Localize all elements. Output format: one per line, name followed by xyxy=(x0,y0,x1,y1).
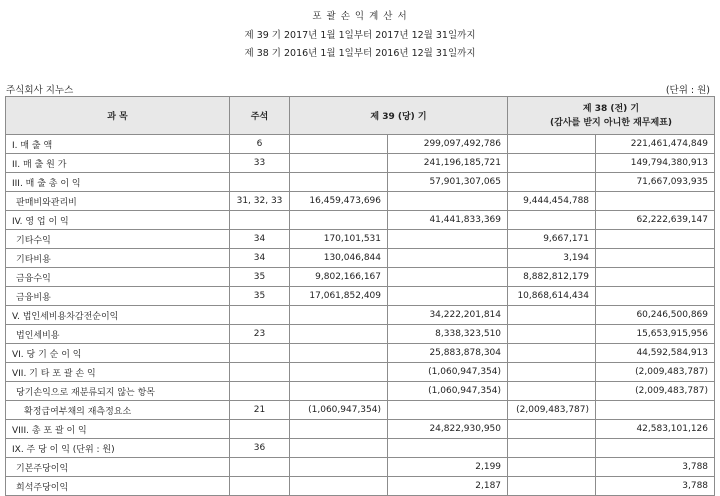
row-label: 기타수익 xyxy=(6,230,230,249)
prior-total-amount: (2,009,483,787) xyxy=(596,363,715,382)
row-note: 21 xyxy=(230,401,290,420)
row-label: IX. 주 당 이 익 (단위 : 원) xyxy=(6,439,230,458)
table-row xyxy=(6,344,715,363)
prior-inner-amount xyxy=(508,306,596,325)
current-inner-amount xyxy=(290,325,388,344)
row-note xyxy=(230,477,290,496)
row-note xyxy=(230,363,290,382)
prior-inner-amount xyxy=(508,458,596,477)
prior-inner-amount: 8,882,812,179 xyxy=(508,268,596,287)
current-inner-amount xyxy=(290,135,388,154)
current-total-amount: 241,196,185,721 xyxy=(388,154,508,173)
prior-inner-amount xyxy=(508,363,596,382)
prior-inner-amount xyxy=(508,420,596,439)
row-note xyxy=(230,211,290,230)
row-note xyxy=(230,173,290,192)
table-row xyxy=(6,135,715,154)
row-note: 6 xyxy=(230,135,290,154)
current-inner-amount xyxy=(290,477,388,496)
row-label: 판매비와관리비 xyxy=(6,192,230,211)
prior-inner-amount xyxy=(508,135,596,154)
row-label: VII. 기 타 포 괄 손 익 xyxy=(6,363,230,382)
prior-total-amount: 3,788 xyxy=(596,458,715,477)
row-note xyxy=(230,306,290,325)
row-label: VI. 당 기 순 이 익 xyxy=(6,344,230,363)
table-row xyxy=(6,306,715,325)
prior-inner-amount xyxy=(508,325,596,344)
current-total-amount: 24,822,930,950 xyxy=(388,420,508,439)
period-current: 제 39 기 2017년 1월 1일부터 2017년 12월 31일까지 xyxy=(244,30,476,41)
prior-total-amount xyxy=(596,401,715,420)
header-prior-line1: 제 38 (전) 기 xyxy=(582,103,640,114)
prior-total-amount: (2,009,483,787) xyxy=(596,382,715,401)
current-inner-amount xyxy=(290,344,388,363)
current-total-amount: (1,060,947,354) xyxy=(388,382,508,401)
current-total-amount xyxy=(388,268,508,287)
current-inner-amount xyxy=(290,363,388,382)
prior-total-amount: 71,667,093,935 xyxy=(596,173,715,192)
prior-total-amount xyxy=(596,439,715,458)
row-note xyxy=(230,344,290,363)
prior-inner-amount xyxy=(508,173,596,192)
row-note xyxy=(230,458,290,477)
current-total-amount xyxy=(388,230,508,249)
table-row xyxy=(6,382,715,401)
prior-inner-amount: 10,868,614,434 xyxy=(508,287,596,306)
header-note: 주석 xyxy=(230,97,290,135)
current-total-amount: 2,187 xyxy=(388,477,508,496)
current-total-amount: 34,222,201,814 xyxy=(388,306,508,325)
current-total-amount: 41,441,833,369 xyxy=(388,211,508,230)
current-inner-amount xyxy=(290,306,388,325)
current-inner-amount: 17,061,852,409 xyxy=(290,287,388,306)
table-row xyxy=(6,439,715,458)
current-total-amount xyxy=(388,192,508,211)
header-prior-period xyxy=(508,97,715,135)
table-row xyxy=(6,401,715,420)
prior-total-amount: 60,246,500,869 xyxy=(596,306,715,325)
row-label: 금융비용 xyxy=(6,287,230,306)
row-note xyxy=(230,382,290,401)
row-note: 23 xyxy=(230,325,290,344)
row-note: 31, 32, 33 xyxy=(230,192,290,211)
table-row xyxy=(6,325,715,344)
prior-inner-amount xyxy=(508,382,596,401)
period-prior: 제 38 기 2016년 1월 1일부터 2016년 12월 31일까지 xyxy=(244,48,476,59)
row-note xyxy=(230,420,290,439)
table-row xyxy=(6,477,715,496)
row-label: II. 매 출 원 가 xyxy=(6,154,230,173)
current-inner-amount: (1,060,947,354) xyxy=(290,401,388,420)
prior-inner-amount: (2,009,483,787) xyxy=(508,401,596,420)
header-current-period: 제 39 (당) 기 xyxy=(290,97,508,135)
row-note: 34 xyxy=(230,230,290,249)
prior-inner-amount xyxy=(508,211,596,230)
prior-total-amount: 3,788 xyxy=(596,477,715,496)
table-row xyxy=(6,173,715,192)
income-statement-table xyxy=(5,96,715,496)
current-total-amount: 299,097,492,786 xyxy=(388,135,508,154)
table-row xyxy=(6,211,715,230)
prior-inner-amount: 9,444,454,788 xyxy=(508,192,596,211)
current-inner-amount xyxy=(290,382,388,401)
prior-inner-amount xyxy=(508,344,596,363)
current-total-amount xyxy=(388,439,508,458)
prior-total-amount: 15,653,915,956 xyxy=(596,325,715,344)
prior-total-amount xyxy=(596,192,715,211)
current-total-amount: 8,338,323,510 xyxy=(388,325,508,344)
current-total-amount xyxy=(388,249,508,268)
company-name: 주식회사 지누스 xyxy=(6,85,74,96)
row-label: 확정급여부채의 재측정요소 xyxy=(6,401,230,420)
current-inner-amount xyxy=(290,458,388,477)
current-total-amount: 25,883,878,304 xyxy=(388,344,508,363)
row-label: 기타비용 xyxy=(6,249,230,268)
row-note: 35 xyxy=(230,287,290,306)
prior-inner-amount: 3,194 xyxy=(508,249,596,268)
current-total-amount xyxy=(388,401,508,420)
prior-total-amount: 149,794,380,913 xyxy=(596,154,715,173)
row-label: V. 법인세비용차감전순이익 xyxy=(6,306,230,325)
table-row xyxy=(6,230,715,249)
current-inner-amount: 170,101,531 xyxy=(290,230,388,249)
table-row xyxy=(6,249,715,268)
current-inner-amount: 16,459,473,696 xyxy=(290,192,388,211)
current-inner-amount xyxy=(290,211,388,230)
current-total-amount xyxy=(388,287,508,306)
table-row xyxy=(6,268,715,287)
row-note: 35 xyxy=(230,268,290,287)
unit-label: (단위 : 원) xyxy=(665,85,710,96)
row-label: IV. 영 업 이 익 xyxy=(6,211,230,230)
row-label: 금융수익 xyxy=(6,268,230,287)
current-inner-amount xyxy=(290,420,388,439)
prior-inner-amount xyxy=(508,439,596,458)
current-total-amount: 57,901,307,065 xyxy=(388,173,508,192)
row-note: 34 xyxy=(230,249,290,268)
row-label: 당기손익으로 재분류되지 않는 항목 xyxy=(6,382,230,401)
row-label: I. 매 출 액 xyxy=(6,135,230,154)
current-inner-amount: 9,802,166,167 xyxy=(290,268,388,287)
prior-inner-amount xyxy=(508,154,596,173)
current-total-amount: 2,199 xyxy=(388,458,508,477)
row-note: 36 xyxy=(230,439,290,458)
current-inner-amount xyxy=(290,173,388,192)
header-subject: 과 목 xyxy=(6,97,230,135)
prior-inner-amount: 9,667,171 xyxy=(508,230,596,249)
row-label: VIII. 총 포 괄 이 익 xyxy=(6,420,230,439)
current-inner-amount xyxy=(290,154,388,173)
table-row xyxy=(6,287,715,306)
prior-total-amount: 44,592,584,913 xyxy=(596,344,715,363)
table-row xyxy=(6,363,715,382)
row-label: 희석주당이익 xyxy=(6,477,230,496)
table-row xyxy=(6,154,715,173)
table-row xyxy=(6,458,715,477)
current-inner-amount: 130,046,844 xyxy=(290,249,388,268)
statement-title: 포 괄 손 익 계 산 서 xyxy=(312,11,408,22)
prior-total-amount xyxy=(596,268,715,287)
current-inner-amount xyxy=(290,439,388,458)
current-total-amount: (1,060,947,354) xyxy=(388,363,508,382)
row-label: 기본주당이익 xyxy=(6,458,230,477)
table-row xyxy=(6,420,715,439)
row-label: III. 매 출 총 이 익 xyxy=(6,173,230,192)
row-label: 법인세비용 xyxy=(6,325,230,344)
prior-total-amount xyxy=(596,230,715,249)
prior-total-amount xyxy=(596,249,715,268)
prior-inner-amount xyxy=(508,477,596,496)
prior-total-amount xyxy=(596,287,715,306)
prior-total-amount: 42,583,101,126 xyxy=(596,420,715,439)
header-prior-line2: (감사를 받지 아니한 재무제표) xyxy=(550,117,672,128)
table-row xyxy=(6,192,715,211)
row-note: 33 xyxy=(230,154,290,173)
prior-total-amount: 221,461,474,849 xyxy=(596,135,715,154)
prior-total-amount: 62,222,639,147 xyxy=(596,211,715,230)
